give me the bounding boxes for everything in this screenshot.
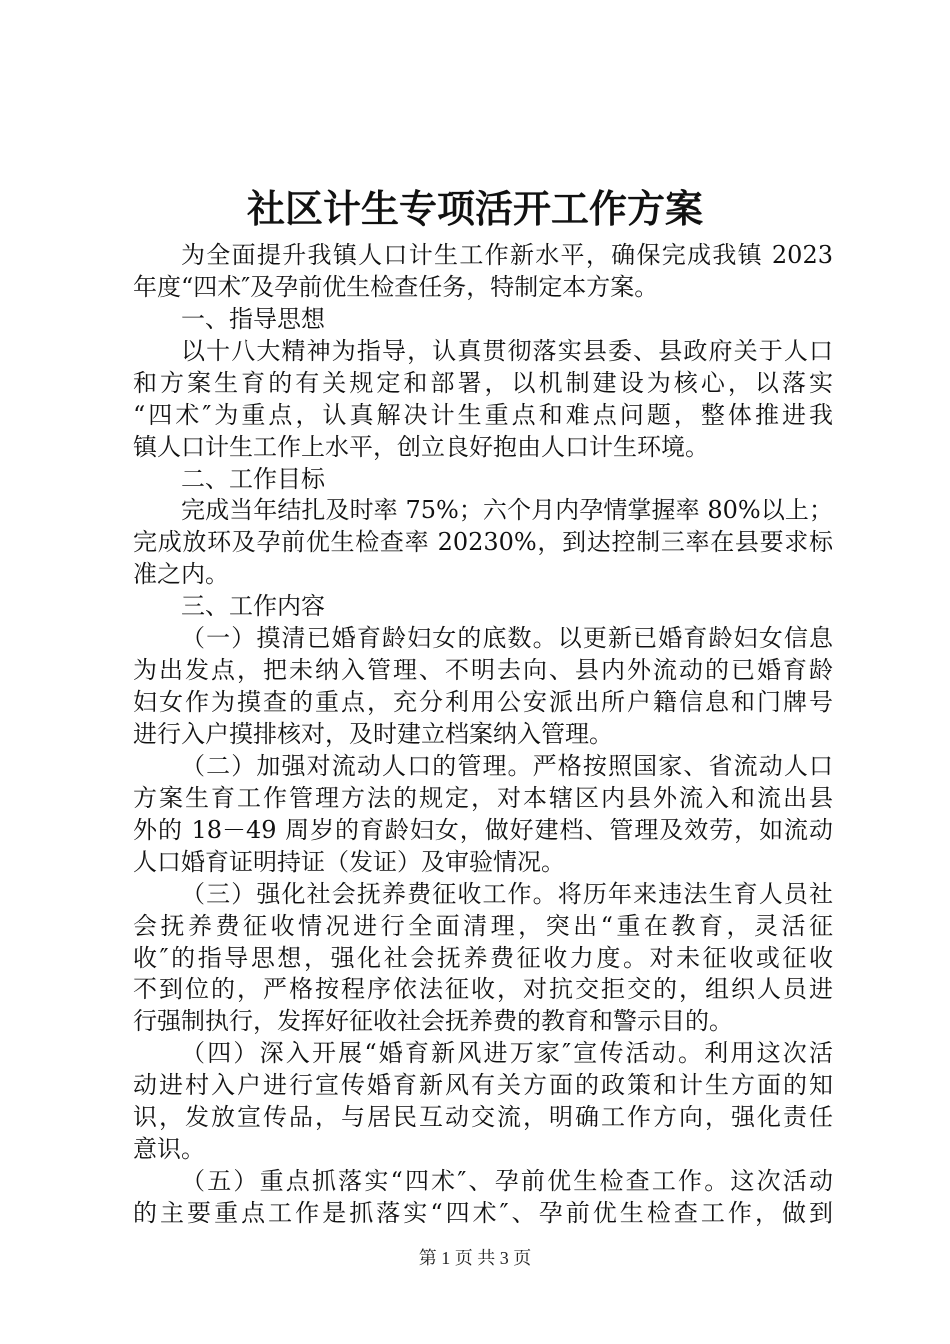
paragraph-line: 年度“四术″及孕前优生检查任务，特制定本方案。 (133, 273, 659, 301)
paragraph-line: 为全面提升我镇人口计生工作新水平，确保完成我镇 2023 (181, 241, 833, 269)
paragraph-line: 会抚养费征收情况进行全面清理，突出“重在教育，灵活征 (133, 912, 833, 940)
paragraph-line: 妇女作为摸查的重点，充分利用公安派出所户籍信息和门牌号 (133, 688, 833, 716)
paragraph-line: （四）深入开展“婚育新风进万家″宣传活动。利用这次活 (181, 1039, 833, 1067)
paragraph-line: 意识。 (133, 1135, 205, 1163)
paragraph-line: 为出发点，把未纳入管理、不明去向、县内外流动的已婚育龄 (133, 656, 833, 684)
paragraph-line: （二）加强对流动人口的管理。严格按照国家、省流动人口 (181, 752, 833, 780)
paragraph-line: 的主要重点工作是抓落实“四术″、孕前优生检查工作，做到 (133, 1199, 833, 1227)
paragraph-line: 人口婚育证明持证（发证）及审验情况。 (133, 848, 565, 876)
paragraph-line: 方案生育工作管理方法的规定，对本辖区内县外流入和流出县 (133, 784, 833, 812)
paragraph-line: 准之内。 (133, 560, 229, 588)
paragraph-line: 以十八大精神为指导，认真贯彻落实县委、县政府关于人口 (181, 337, 833, 365)
section-heading: 二、工作目标 (181, 465, 325, 493)
paragraph-line: 外的 18－49 周岁的育龄妇女，做好建档、管理及效劳，如流动 (133, 816, 833, 844)
paragraph-line: 识，发放宣传品，与居民互动交流，明确工作方向，强化责任 (133, 1103, 833, 1131)
section-heading: 一、指导思想 (181, 305, 325, 333)
paragraph-line: （五）重点抓落实“四术″、孕前优生检查工作。这次活动 (181, 1167, 833, 1195)
document-title: 社区计生专项活开工作方案 (246, 186, 703, 231)
paragraph-line: 收″的指导思想，强化社会抚养费征收力度。对未征收或征收 (133, 944, 833, 972)
paragraph-line: 行强制执行，发挥好征收社会抚养费的教育和警示目的。 (133, 1007, 733, 1035)
paragraph-line: （一）摸清已婚育龄妇女的底数。以更新已婚育龄妇女信息 (181, 624, 833, 652)
paragraph-line: （三）强化社会抚养费征收工作。将历年来违法生育人员社 (181, 880, 833, 908)
section-heading: 三、工作内容 (181, 592, 325, 620)
paragraph-line: 完成当年结扎及时率 75%；六个月内孕情掌握率 80%以上； (181, 496, 833, 524)
page-number: 第 1 页 共 3 页 (418, 1248, 532, 1268)
paragraph-line: 进行入户摸排核对，及时建立档案纳入管理。 (133, 720, 613, 748)
paragraph-line: 镇人口计生工作上水平，创立良好抱由人口计生环境。 (133, 433, 709, 461)
paragraph-line: 动进村入户进行宣传婚育新风有关方面的政策和计生方面的知 (133, 1071, 833, 1099)
paragraph-line: “四术″为重点，认真解决计生重点和难点问题，整体推进我 (133, 401, 833, 429)
paragraph-line: 完成放环及孕前优生检查率 20230%，到达控制三率在县要求标 (133, 528, 833, 556)
paragraph-line: 不到位的，严格按程序依法征收，对抗交拒交的，组织人员进 (133, 975, 833, 1003)
paragraph-line: 和方案生育的有关规定和部署，以机制建设为核心，以落实 (133, 369, 833, 397)
